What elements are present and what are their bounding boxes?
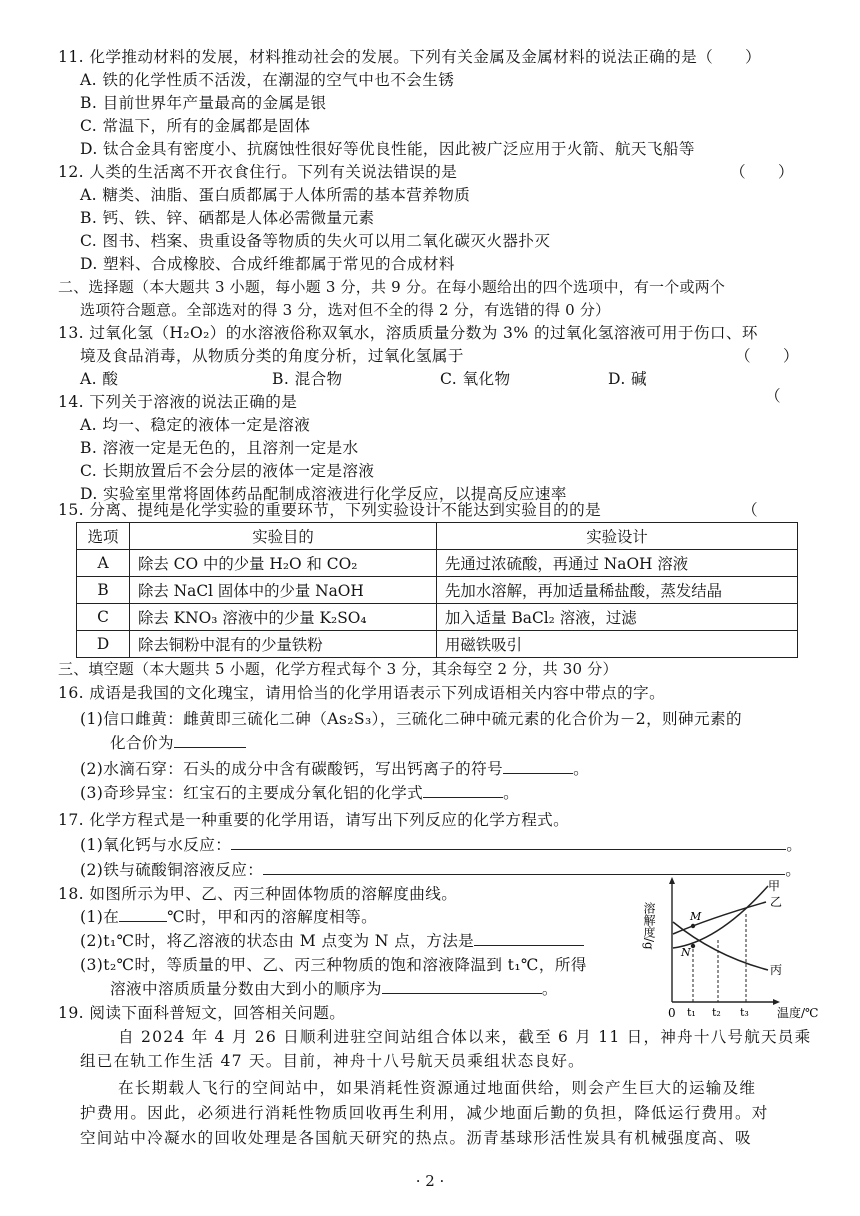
table-cell: 除去 KNO₃ 溶液中的少量 K₂SO₄ (130, 604, 437, 631)
q18-part1-text-a: (1)在 (80, 908, 120, 926)
q13-stem-line1: 13. 过氧化氢（H₂O₂）的水溶液俗称双氧水，溶质质量分数为 3% 的过氧化氢溶液可用于伤口、环 (58, 324, 758, 342)
q11-option-a: A. 铁的化学性质不活泼，在潮湿的空气中也不会生锈 (80, 71, 455, 89)
q12-option-d: D. 塑料、合成橡胶、合成纤维都属于常见的合成材料 (80, 255, 455, 273)
q15-table (76, 522, 798, 658)
q19-paragraph1-line2: 组已在轨工作生活 47 天。目前，神舟十八号航天员乘组状态良好。 (80, 1052, 585, 1070)
q11-stem: 11. 化学推动材料的发展，材料推动社会的发展。下列有关金属及金属材料的说法正确的是（ ） (58, 48, 762, 66)
q12-stem: 12. 人类的生活离不开衣食住行。下列有关说法错误的是 (58, 163, 458, 181)
q18-answer-blank-2[interactable] (474, 931, 584, 946)
q12-option-c: C. 图书、档案、贵重设备等物质的失火可以用二氧化碳灭火器扑灭 (80, 232, 551, 250)
q14-option-c: C. 长期放置后不会分层的液体一定是溶液 (80, 462, 375, 480)
q18-answer-blank-1[interactable] (119, 907, 167, 922)
q12-answer-paren: （ ） (730, 163, 794, 181)
curve-label-yi: 乙 (770, 895, 783, 909)
q18-part1-text-b: ℃时，甲和丙的溶解度相等。 (167, 908, 378, 926)
y-axis-label: 溶解度/g (642, 902, 656, 950)
q18-part2 (80, 931, 584, 951)
table-row (77, 604, 798, 631)
q14-stem: 14. 下列关于溶液的说法正确的是 (58, 393, 298, 411)
q12-option-b: B. 钙、铁、锌、硒都是人体必需微量元素 (80, 209, 375, 227)
table-cell: 先通过浓硫酸，再通过 NaOH 溶液 (437, 550, 798, 577)
q15-answer-paren: （ (742, 501, 758, 519)
q17-part1 (80, 835, 802, 855)
table-cell: D (77, 631, 130, 658)
q13-option-c: C. 氧化物 (440, 370, 511, 388)
q11-option-d: D. 钛合金具有密度小、抗腐蚀性很好等优良性能，因此被广泛应用于火箭、航天飞船等 (80, 140, 695, 158)
q17-part1-text: (1)氧化钙与水反应： (80, 836, 232, 854)
point-m (691, 924, 695, 928)
q16-answer-blank-1[interactable] (174, 733, 246, 748)
sentence-end: 。 (573, 760, 590, 778)
q19-paragraph1-line1: 自 2024 年 4 月 26 日顺利进驻空间站组合体以来，截至 6 月 11 日，神舟十八号航天员乘 (118, 1028, 812, 1046)
curve-jia (673, 886, 768, 948)
q16-part1-line1: (1)信口雌黄：雌黄即三硫化二砷（As₂S₃），三硫化二砷中硫元素的化合价为－2，则砷元素的 (80, 710, 743, 728)
point-n (691, 944, 695, 948)
q18-part3-text: 溶液中溶质质量分数由大到小的顺序为 (110, 980, 382, 998)
x-axis-arrow-icon (773, 999, 780, 1005)
y-axis-arrow-icon (669, 877, 675, 884)
section-3-heading: 三、填空题（本大题共 5 小题，化学方程式每个 3 分，其余每空 2 分，共 30 分） (58, 660, 618, 678)
table-cell: B (77, 577, 130, 604)
table-header-cell: 实验目的 (130, 523, 437, 550)
q16-part2 (80, 759, 589, 779)
point-label-m: M (690, 910, 702, 923)
tick-label-t1: t₁ (687, 1006, 696, 1019)
q18-part2-text: (2)t₁℃时，将乙溶液的状态由 M 点变为 N 点，方法是 (80, 932, 475, 950)
q11-option-b: B. 目前世界年产量最高的金属是银 (80, 94, 327, 112)
section-2-instructions: 选项符合题意。全部选对的得 3 分，选对但不全的得 2 分，有选错的得 0 分） (80, 301, 611, 319)
q11-option-c: C. 常温下，所有的金属都是固体 (80, 117, 311, 135)
q18-part1 (80, 907, 377, 927)
q16-answer-blank-2[interactable] (503, 759, 573, 774)
x-axis-label: 温度/℃ (777, 1006, 819, 1020)
q13-option-a: A. 酸 (80, 370, 119, 388)
table-cell: 除去 CO 中的少量 H₂O 和 CO₂ (130, 550, 437, 577)
q16-stem: 16. 成语是我国的文化瑰宝，请用恰当的化学用语表示下列成语相关内容中带点的字。 (58, 684, 666, 702)
q13-answer-paren: （ ） (735, 347, 799, 365)
table-cell: 除去 NaCl 固体中的少量 NaOH (130, 577, 437, 604)
table-row (77, 631, 798, 658)
q14-option-d: D. 实验室里常将固体药品配制成溶液进行化学反应，以提高反应速率 (80, 485, 567, 503)
q14-option-b: B. 溶液一定是无色的，且溶剂一定是水 (80, 439, 359, 457)
q17-part2-text: (2)铁与硫酸铜溶液反应： (80, 861, 264, 879)
table-header-cell: 实验设计 (437, 523, 798, 550)
q16-part3 (80, 783, 519, 803)
q17-stem: 17. 化学方程式是一种重要的化学用语，请写出下列反应的化学方程式。 (58, 811, 570, 829)
curve-label-jia: 甲 (768, 879, 781, 893)
table-cell: C (77, 604, 130, 631)
q13-stem-line2: 境及食品消毒，从物质分类的角度分析，过氧化氢属于 (80, 347, 464, 365)
q16-answer-blank-3[interactable] (423, 783, 503, 798)
q13-option-d: D. 碱 (608, 370, 648, 388)
tick-label-t2: t₂ (712, 1006, 721, 1019)
origin-label: 0 (668, 1006, 676, 1020)
sentence-end: 。 (541, 980, 558, 998)
sentence-end: 。 (786, 836, 803, 854)
tick-label-t3: t₃ (740, 1006, 749, 1019)
table-cell: 先加水溶解，再加适量稀盐酸，蒸发结晶 (437, 577, 798, 604)
q14-option-a: A. 均一、稳定的液体一定是溶液 (80, 416, 311, 434)
q16-part1-line2 (110, 733, 246, 753)
table-header-row (77, 523, 798, 550)
q17-answer-line-2[interactable] (263, 860, 785, 875)
sentence-end: 。 (503, 784, 520, 802)
table-cell: A (77, 550, 130, 577)
q15-stem: 15. 分离、提纯是化学实验的重要环节，下列实验设计不能达到实验目的的是 (58, 501, 602, 519)
point-label-n: N (681, 946, 691, 959)
table-row (77, 577, 798, 604)
q19-stem: 19. 阅读下面科普短文，回答相关问题。 (58, 1004, 346, 1022)
q19-paragraph2-line1: 在长期载人飞行的空间站中，如果消耗性资源通过地面供给，则会产生巨大的运输及维 (118, 1079, 757, 1097)
page-number: · 2 · (415, 1172, 445, 1190)
q17-answer-line-1[interactable] (231, 835, 786, 850)
section-2-heading: 二、选择题（本大题共 3 小题，每小题 3 分，共 9 分。在每小题给出的四个选项中，有一个或两个 (58, 278, 726, 296)
q18-part3-line1: (3)t₂℃时，等质量的甲、乙、丙三种物质的饱和溶液降温到 t₁℃，所得 (80, 956, 587, 974)
solubility-curve-graph (640, 874, 820, 1020)
q18-stem: 18. 如图所示为甲、乙、丙三种固体物质的溶解度曲线。 (58, 885, 458, 903)
curve-label-bing: 丙 (770, 963, 783, 977)
q16-part2-text: (2)水滴石穿：石头的成分中含有碳酸钙，写出钙离子的符号 (80, 760, 504, 778)
table-row (77, 550, 798, 577)
q18-part3-line2 (110, 979, 558, 999)
q19-paragraph2-line2: 护费用。因此，必须进行消耗性物质回收再生利用，减少地面后勤的负担，降低运行费用。对 (80, 1104, 769, 1122)
sentence-end: 。 (785, 861, 802, 879)
q12-option-a: A. 糖类、油脂、蛋白质都属于人体所需的基本营养物质 (80, 186, 471, 204)
q16-part3-text: (3)奇珍异宝：红宝石的主要成分氧化铝的化学式 (80, 784, 424, 802)
table-cell: 除去铜粉中混有的少量铁粉 (130, 631, 437, 658)
q16-part1-text: 化合价为 (110, 734, 174, 752)
q19-paragraph2-line3: 空间站中冷凝水的回收处理是各国航天研究的热点。沥青基球形活性炭具有机械强度高、吸 (80, 1129, 752, 1147)
table-header-cell: 选项 (77, 523, 130, 550)
q14-answer-paren: （ (765, 387, 781, 405)
q13-option-b: B. 混合物 (272, 370, 343, 388)
table-cell: 用磁铁吸引 (437, 631, 798, 658)
q18-answer-blank-3[interactable] (382, 979, 542, 994)
table-cell: 加入适量 BaCl₂ 溶液，过滤 (437, 604, 798, 631)
